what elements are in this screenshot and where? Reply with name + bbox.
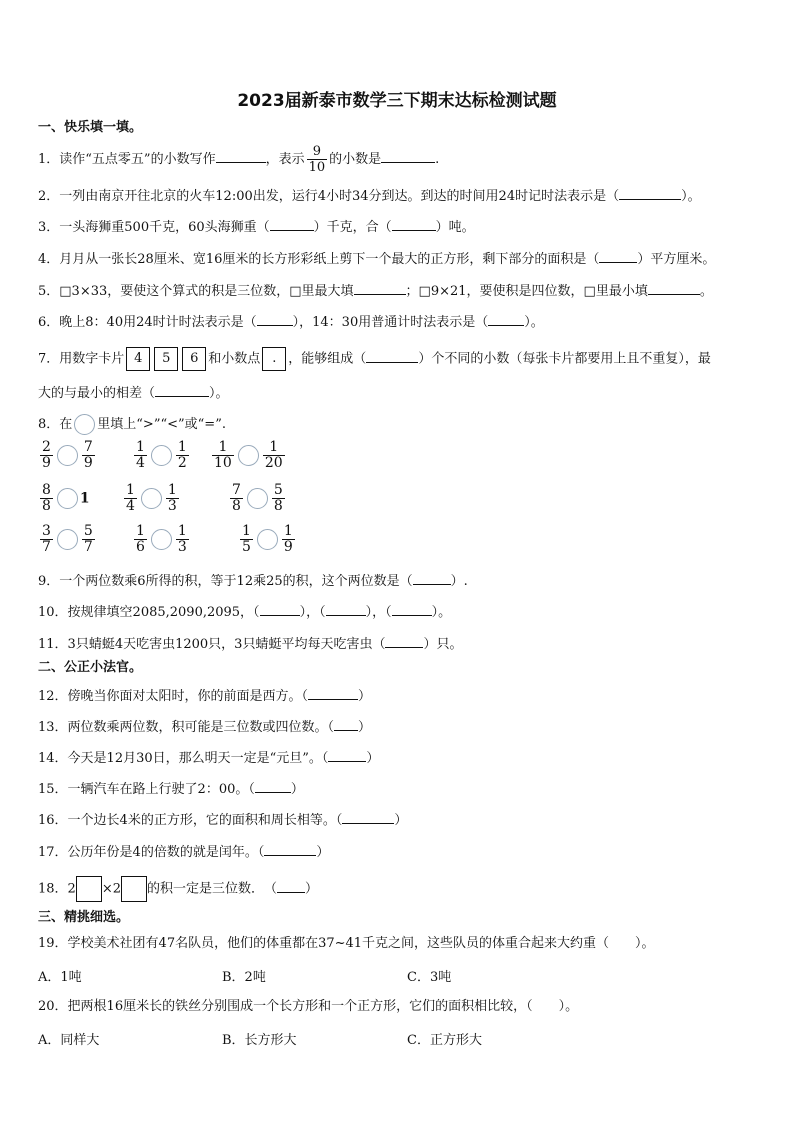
q10-blank-1[interactable] <box>260 602 300 616</box>
q2-text: 2．一列由南京开往北京的火车12:00出发，运行4小时34分到达。到达的时间用24时记时法表示是（ <box>38 189 620 204</box>
q1-frac-denominator: 10 <box>308 160 326 175</box>
section-heading-2: 二、公正小法官。 <box>38 660 143 675</box>
q6-text-b: ），14：30用普通计时法表示是（ <box>292 315 489 330</box>
q4-text-a: 4．月月从一张长28厘米、宽16厘米的长方形彩纸上剪下一个最大的正方形，剩下部分的面积是（ <box>38 252 600 267</box>
digit-box-2[interactable] <box>121 876 147 902</box>
compare-item: $\frac{1}{4}$ $\frac{1}{2}$ <box>136 439 187 471</box>
q6-blank-2[interactable] <box>488 312 524 326</box>
question-13 <box>38 717 371 737</box>
q6-text-c: ）。 <box>524 315 544 330</box>
q5-text-c: 。 <box>699 284 713 299</box>
compare-circle[interactable] <box>141 488 162 509</box>
q5-blank-1[interactable] <box>354 281 406 295</box>
q15-text-b: ） <box>290 782 304 797</box>
q3-text-b: ）千克，合（ <box>313 220 392 235</box>
q20-option-a[interactable]: A．同样大 <box>38 1033 100 1048</box>
q8-text-a: 8．在 <box>38 417 73 432</box>
q18-text-c: 的积一定是三位数． （ <box>147 881 278 897</box>
q1-text-b: ，表示 <box>265 152 305 167</box>
q14-text-b: ） <box>366 751 380 766</box>
q18-text-b: ×2 <box>101 881 121 897</box>
q10-text-b: ），（ <box>299 605 326 620</box>
question-2 <box>38 186 701 206</box>
question-17 <box>38 842 329 862</box>
q7-text-f: ）。 <box>209 386 229 401</box>
q15-blank[interactable] <box>255 779 291 793</box>
compare-circle[interactable] <box>151 445 172 466</box>
compare-circle[interactable] <box>257 529 278 550</box>
q4-text-b: ）平方厘米。 <box>637 252 716 267</box>
q5-text-a: 5．□3×33，要使这个算式的积是三位数，□里最大填 <box>38 284 354 299</box>
question-4 <box>38 249 715 269</box>
q13-text-b: ） <box>358 720 372 735</box>
q10-text-a: 10．按规律填空2085,2090,2095，（ <box>38 605 260 620</box>
q20-option-b[interactable]: B．长方形大 <box>222 1033 297 1048</box>
question-16 <box>38 810 407 830</box>
q16-text-a: 16．一个边长4米的正方形，它的面积和周长相等。（ <box>38 813 343 828</box>
q6-text-a: 6．晚上8：40用24时计时法表示是（ <box>38 315 257 330</box>
q12-blank[interactable] <box>308 686 358 700</box>
compare-circle[interactable] <box>57 488 78 509</box>
decimal-point-card: . <box>262 347 286 371</box>
q1-fraction <box>307 144 328 175</box>
q18-text-a: 18．2 <box>38 881 76 897</box>
q15-text-a: 15．一辆汽车在路上行驶了2：00。（ <box>38 782 255 797</box>
question-19: 19．学校美术社团有47名队员，他们的体重都在37~41千克之间，这些队员的体重合起来大约重（ ）。 <box>38 936 655 951</box>
question-8 <box>38 414 226 435</box>
question-11 <box>38 634 462 654</box>
q10-blank-2[interactable] <box>326 602 366 616</box>
q8-text-b: 里填上“>”“<”或“=”. <box>97 417 226 432</box>
q17-blank[interactable] <box>264 842 316 856</box>
q7-text-d: ）个不同的小数（每张卡片都要用上且不重复），最 <box>418 351 711 367</box>
q3-text-c: ）吨。 <box>435 220 475 235</box>
q7-text-c: ，能够组成（ <box>288 351 367 367</box>
q1-blank-1[interactable] <box>216 149 266 163</box>
compare-circle-icon <box>74 414 95 435</box>
q2-text-end: ）。 <box>681 189 701 204</box>
section-heading-1: 一、快乐填一填。 <box>38 120 143 135</box>
question-12 <box>38 686 371 706</box>
digit-card-6: 6 <box>182 347 206 371</box>
q12-text-a: 12．傍晚当你面对太阳时，你的前面是西方。（ <box>38 689 309 704</box>
compare-item: $\frac{1}{6}$ $\frac{1}{3}$ <box>136 523 187 555</box>
q14-text-a: 14．今天是12月30日，那么明天一定是“元旦”。（ <box>38 751 329 766</box>
q12-text-b: ） <box>358 689 372 704</box>
q3-blank-1[interactable] <box>270 217 314 231</box>
digit-card-5: 5 <box>154 347 178 371</box>
question-6 <box>38 312 544 332</box>
digit-box-1[interactable] <box>76 876 102 902</box>
question-15 <box>38 779 304 799</box>
question-10 <box>38 602 451 622</box>
compare-circle[interactable] <box>247 488 268 509</box>
compare-item: $\frac{1}{10}$ $\frac{1}{20}$ <box>214 439 283 471</box>
question-1 <box>38 144 439 175</box>
q1-text-a: 读作“五点零五”的小数写作 <box>59 152 216 167</box>
digit-card-4: 4 <box>126 347 150 371</box>
question-14 <box>38 748 379 768</box>
q16-text-b: ） <box>394 813 408 828</box>
question-9 <box>38 571 468 591</box>
compare-item: $\frac{1}{4}$ $\frac{1}{3}$ <box>126 482 177 514</box>
q4-blank[interactable] <box>599 249 637 263</box>
compare-circle[interactable] <box>57 529 78 550</box>
q9-text-a: 9．一个两位数乘6所得的积，等于12乘25的积，这个两位数是（ <box>38 574 413 589</box>
q1-blank-2[interactable] <box>381 149 435 163</box>
question-7-cont <box>38 383 229 403</box>
q11-text-a: 11．3只蜻蜓4天吃害虫1200只，3只蜻蜓平均每天吃害虫（ <box>38 637 386 652</box>
q14-blank[interactable] <box>328 748 366 762</box>
q17-text-b: ） <box>316 845 330 860</box>
compare-item: $\frac{1}{5}$ $\frac{1}{9}$ <box>242 523 293 555</box>
question-20: 20．把两根16厘米长的铁丝分别围成一个长方形和一个正方形，它们的面积相比较，（ ）。 <box>38 999 579 1014</box>
q7-text-e: 大的与最小的相差（ <box>38 386 156 401</box>
question-7 <box>38 347 711 371</box>
q3-text-a: 3．一头海狮重500千克，60头海狮重（ <box>38 220 270 235</box>
q19-option-c[interactable]: C．3吨 <box>407 970 452 985</box>
q19-option-a[interactable]: A．1吨 <box>38 970 82 985</box>
q1-num: 1． <box>38 152 60 167</box>
q13-blank[interactable] <box>334 717 358 731</box>
question-18 <box>38 876 318 902</box>
q13-text-a: 13．两位数乘两位数，积可能是三位数或四位数。（ <box>38 720 335 735</box>
q18-text-d: ） <box>305 881 319 897</box>
compare-item: $\frac{3}{7}$ $\frac{5}{7}$ <box>42 523 93 555</box>
section-heading-3: 三、精挑细选。 <box>38 910 130 925</box>
q6-blank-1[interactable] <box>257 312 293 326</box>
q10-blank-3[interactable] <box>392 602 432 616</box>
q20-option-c[interactable]: C．正方形大 <box>407 1033 482 1048</box>
q1-frac-numerator: 9 <box>307 144 328 160</box>
compare-item: $\frac{8}{8}$ 1 <box>42 482 90 514</box>
q5-text-b: ；□9×21，要使积是四位数，□里最小填 <box>405 284 648 299</box>
q5-blank-2[interactable] <box>648 281 700 295</box>
q10-text-d: ）。 <box>431 605 452 620</box>
q7-text-a: 7．用数字卡片 <box>38 351 125 367</box>
compare-circle[interactable] <box>238 445 259 466</box>
question-3 <box>38 217 475 237</box>
q16-blank[interactable] <box>342 810 394 824</box>
q7-blank-1[interactable] <box>366 349 418 363</box>
q11-text-b: ）只。 <box>423 637 463 652</box>
q10-text-c: ），（ <box>365 605 392 620</box>
q3-blank-2[interactable] <box>392 217 436 231</box>
q7-text-b: 和小数点 <box>208 351 261 367</box>
compare-circle[interactable] <box>151 529 172 550</box>
q9-text-b: ）. <box>450 574 468 589</box>
q11-blank[interactable] <box>385 634 423 648</box>
compare-item: $\frac{7}{8}$ $\frac{5}{8}$ <box>232 482 283 514</box>
page-title: 2023届新泰市数学三下期末达标检测试题 <box>237 91 557 111</box>
q1-text-c: 的小数是 <box>329 152 382 167</box>
question-5 <box>38 281 713 301</box>
q2-blank[interactable] <box>619 186 681 200</box>
compare-item: $\frac{2}{9}$ $\frac{7}{9}$ <box>42 439 93 471</box>
q17-text-a: 17．公历年份是4的倍数的就是闰年。（ <box>38 845 265 860</box>
compare-circle[interactable] <box>57 445 78 466</box>
q1-text-d: . <box>435 152 440 167</box>
q18-blank[interactable] <box>277 879 305 893</box>
q7-blank-2[interactable] <box>155 383 209 397</box>
q19-option-b[interactable]: B．2吨 <box>222 970 266 985</box>
q9-blank[interactable] <box>413 571 451 585</box>
